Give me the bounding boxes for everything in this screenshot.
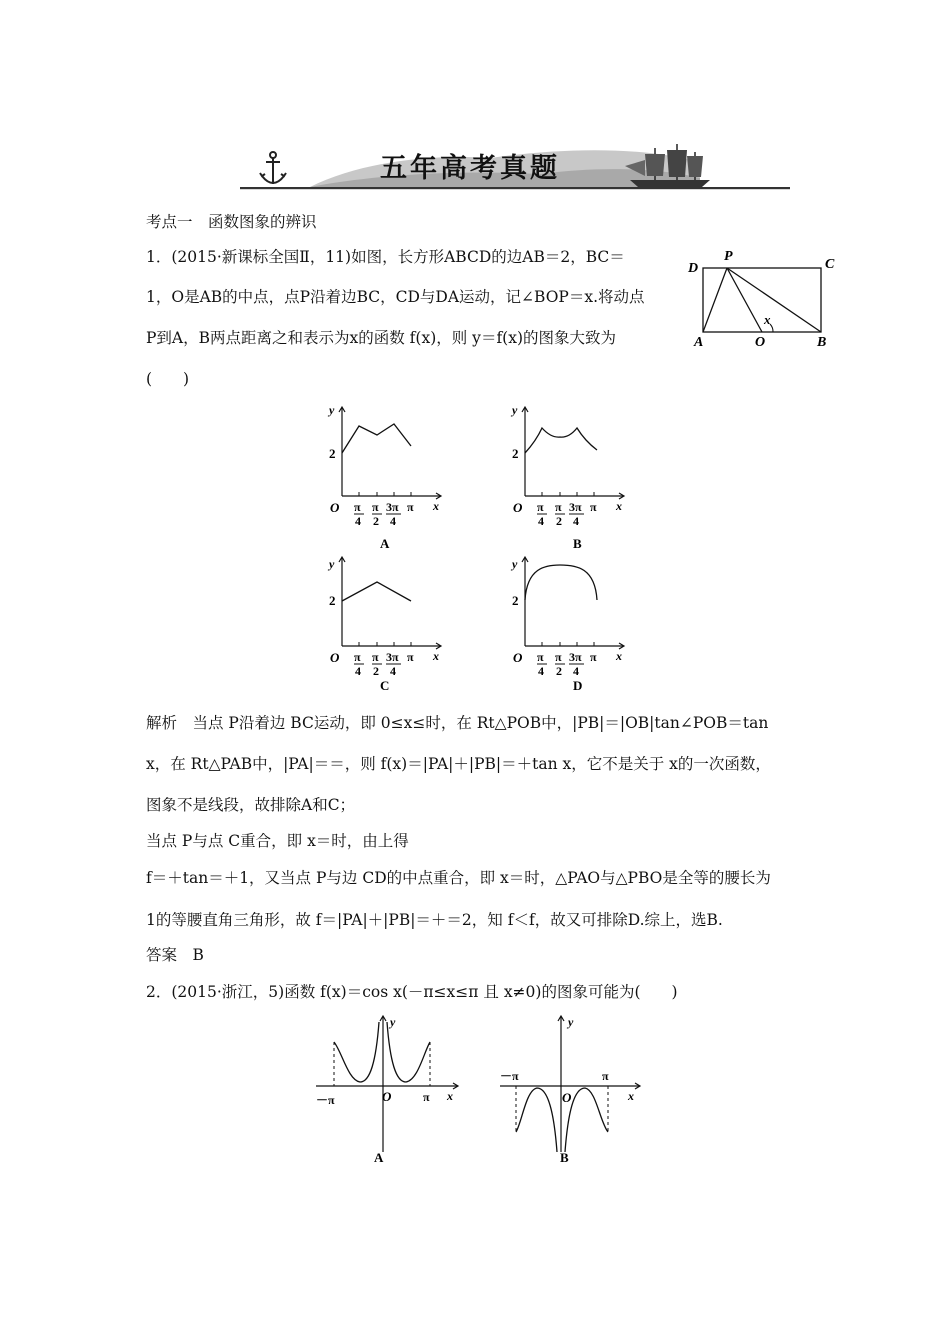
svg-text:4: 4 bbox=[355, 664, 361, 678]
option-label-C: C bbox=[380, 678, 390, 693]
svg-text:O: O bbox=[513, 650, 523, 665]
option-label-D: D bbox=[573, 678, 583, 693]
svg-text:2: 2 bbox=[512, 446, 519, 461]
q1-line-4: ( ) bbox=[146, 370, 190, 388]
svg-text:π: π bbox=[555, 650, 562, 664]
svg-text:x: x bbox=[433, 649, 439, 663]
label-O: O bbox=[755, 335, 766, 350]
graph-curve bbox=[525, 428, 597, 453]
svg-text:π: π bbox=[423, 1090, 430, 1104]
svg-text:3π: 3π bbox=[569, 650, 582, 664]
graph-curve bbox=[342, 424, 411, 453]
solution-line-4: 当点 P与点 C重合，即 x＝时，由上得 bbox=[146, 832, 409, 850]
svg-text:O: O bbox=[382, 1089, 392, 1104]
svg-text:π: π bbox=[354, 500, 361, 514]
svg-text:π: π bbox=[407, 650, 414, 664]
svg-text:x: x bbox=[616, 499, 622, 513]
svg-text:2: 2 bbox=[556, 514, 562, 528]
q1-graph-C bbox=[322, 548, 452, 708]
svg-text:π: π bbox=[537, 650, 544, 664]
svg-text:π: π bbox=[555, 500, 562, 514]
solution-line-5: f＝＋tan＝＋1，又当点 P与边 CD的中点重合，即 x＝时，△PAO与△PBO是全等的腰长为 bbox=[146, 869, 771, 887]
section-heading: 考点一 函数图象的辨识 bbox=[146, 213, 317, 231]
svg-text:y: y bbox=[390, 1015, 396, 1029]
svg-text:4: 4 bbox=[573, 664, 579, 678]
solution-line-2: x，在 Rt△PAB中，|PA|＝＝，则 f(x)＝|PA|＋|PB|＝＋tan x，它不是关于 x的一次函数， bbox=[146, 755, 771, 773]
svg-text:4: 4 bbox=[538, 664, 544, 678]
solution-line-6: 1的等腰直角三角形，故 f＝|PA|＋|PB|＝＋＝2，知 f＜f，故又可排除D.综上，选B. bbox=[146, 911, 723, 929]
svg-text:2: 2 bbox=[373, 514, 379, 528]
q1-line-3: P到A，B两点距离之和表示为x的函数 f(x)，则 y＝f(x)的图象大致为 bbox=[146, 329, 617, 347]
svg-text:π: π bbox=[407, 500, 414, 514]
option-label-A: A bbox=[380, 536, 390, 551]
svg-text:O: O bbox=[330, 500, 340, 515]
svg-text:2: 2 bbox=[329, 593, 336, 608]
label-x: x bbox=[764, 312, 771, 327]
svg-text:4: 4 bbox=[573, 514, 579, 528]
svg-text:x: x bbox=[616, 649, 622, 663]
q1-graph-B bbox=[505, 398, 635, 558]
svg-text:2: 2 bbox=[373, 664, 379, 678]
q1-line-1: 1．(2015·新课标全国Ⅱ，11)如图，长方形ABCD的边AB＝2，BC＝ bbox=[146, 248, 625, 266]
svg-text:π: π bbox=[372, 500, 379, 514]
q2-option-label-A: A bbox=[374, 1150, 384, 1165]
answer-line: 答案 B bbox=[146, 946, 204, 964]
q2-graph-B bbox=[492, 1012, 652, 1172]
anchor-icon bbox=[260, 152, 286, 184]
graph-curve bbox=[516, 1088, 557, 1152]
label-B: B bbox=[817, 335, 827, 350]
graph-curve bbox=[334, 1022, 379, 1082]
svg-text:O: O bbox=[330, 650, 340, 665]
option-label-B: B bbox=[573, 536, 582, 551]
svg-text:y: y bbox=[329, 403, 335, 417]
svg-text:3π: 3π bbox=[386, 650, 399, 664]
svg-text:－π: －π bbox=[316, 1093, 335, 1107]
svg-text:4: 4 bbox=[355, 514, 361, 528]
label-D: D bbox=[688, 261, 699, 276]
graph-curve bbox=[525, 565, 597, 600]
graph-curve bbox=[387, 1022, 430, 1082]
svg-text:y: y bbox=[512, 403, 518, 417]
svg-text:2: 2 bbox=[329, 446, 336, 461]
q2-graph-A bbox=[308, 1012, 468, 1172]
q2-option-label-B: B bbox=[560, 1150, 569, 1165]
q1-graph-A bbox=[322, 398, 452, 558]
svg-text:π: π bbox=[590, 650, 597, 664]
graph-curve bbox=[565, 1088, 608, 1152]
banner-title: 五年高考真题 bbox=[380, 153, 560, 184]
svg-text:2: 2 bbox=[512, 593, 519, 608]
q2-line-1: 2．(2015·浙江，5)函数 f(x)＝cos x(－π≤x≤π 且 x≠0)的图象可能为( ) bbox=[146, 983, 678, 1001]
svg-text:π: π bbox=[372, 650, 379, 664]
svg-text:x: x bbox=[447, 1089, 453, 1103]
solution-line-3: 图象不是线段，故排除A和C； bbox=[146, 796, 356, 814]
svg-text:π: π bbox=[354, 650, 361, 664]
svg-text:4: 4 bbox=[390, 664, 396, 678]
svg-text:－π: －π bbox=[500, 1069, 519, 1083]
solution-line-1: 解析 当点 P沿着边 BC运动，即 0≤x≤时，在 Rt△POB中，|PB|＝|OB|tan∠POB＝tan bbox=[146, 714, 769, 732]
rectangle-figure bbox=[685, 245, 845, 351]
header-banner bbox=[240, 140, 800, 196]
q1-graph-D bbox=[505, 548, 635, 708]
label-A: A bbox=[694, 335, 704, 350]
svg-text:π: π bbox=[602, 1069, 609, 1083]
svg-text:O: O bbox=[562, 1090, 572, 1105]
svg-text:y: y bbox=[568, 1015, 574, 1029]
svg-text:3π: 3π bbox=[569, 500, 582, 514]
graph-curve bbox=[342, 582, 411, 601]
svg-text:π: π bbox=[590, 500, 597, 514]
svg-text:4: 4 bbox=[390, 514, 396, 528]
svg-text:y: y bbox=[512, 557, 518, 571]
label-C: C bbox=[825, 257, 835, 272]
svg-text:x: x bbox=[628, 1089, 634, 1103]
svg-text:π: π bbox=[537, 500, 544, 514]
svg-text:O: O bbox=[513, 500, 523, 515]
label-P: P bbox=[724, 249, 733, 264]
q1-line-2: 1，O是AB的中点，点P沿着边BC，CD与DA运动，记∠BOP＝x.将动点 bbox=[146, 288, 645, 306]
svg-text:y: y bbox=[329, 557, 335, 571]
svg-text:4: 4 bbox=[538, 514, 544, 528]
svg-text:x: x bbox=[433, 499, 439, 513]
svg-text:3π: 3π bbox=[386, 500, 399, 514]
svg-text:2: 2 bbox=[556, 664, 562, 678]
